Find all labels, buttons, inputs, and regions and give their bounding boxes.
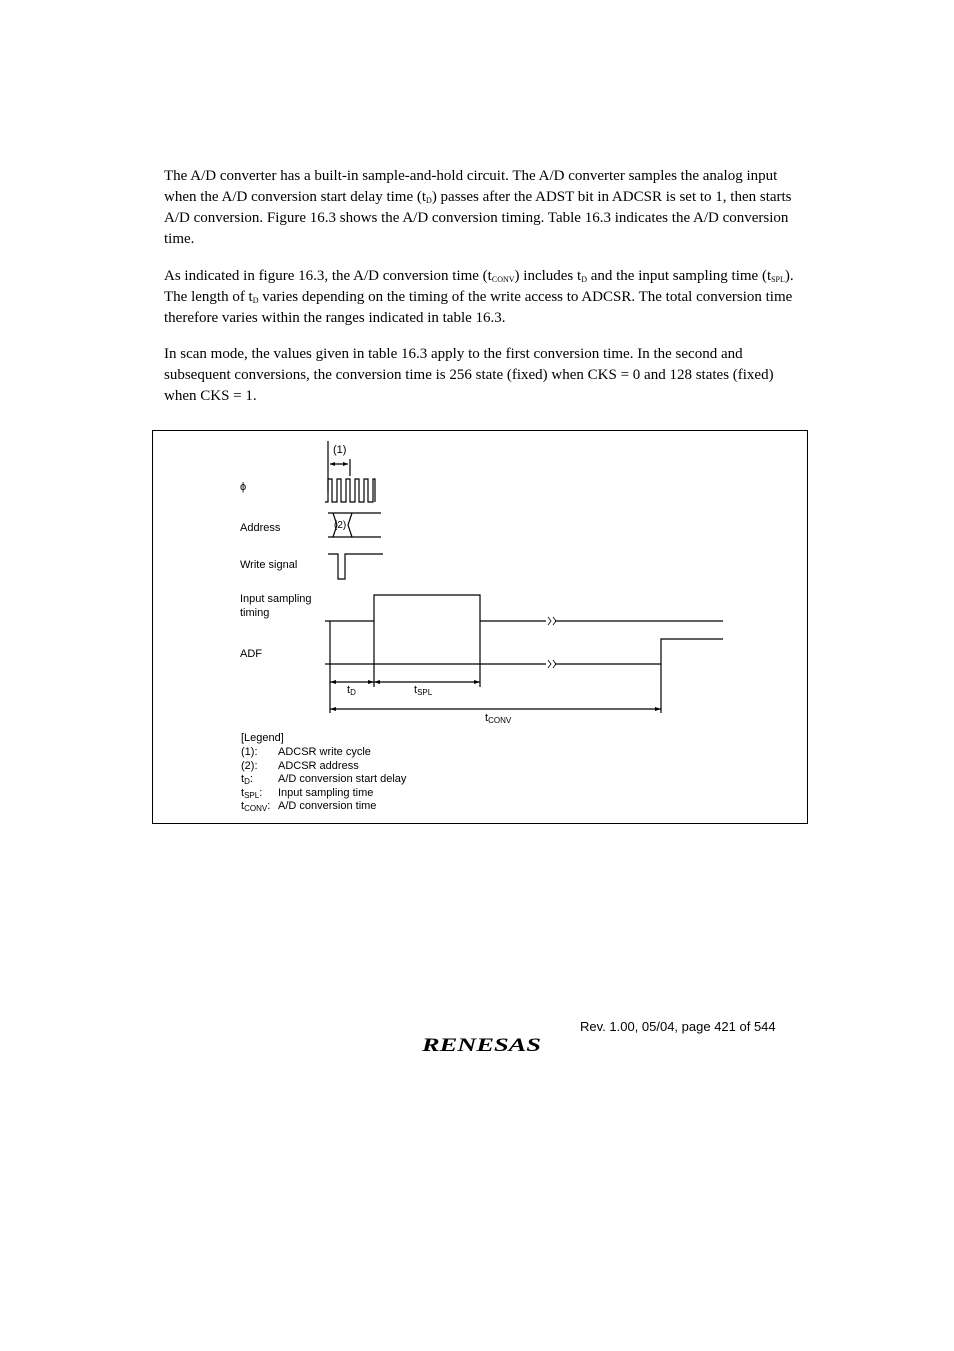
cycle-arrow-left xyxy=(330,462,335,466)
label-tspl: tSPL xyxy=(414,684,433,697)
tspl-arrow-right xyxy=(474,680,480,684)
page-footer-revision: Rev. 1.00, 05/04, page 421 of 544 xyxy=(580,1019,776,1034)
label-address: Address xyxy=(240,522,281,534)
mark-2: (2) xyxy=(334,520,347,531)
renesas-logo xyxy=(421,1033,543,1055)
renesas-logo-text: RENESAS xyxy=(421,1035,541,1055)
tconv-arrow-right xyxy=(655,707,661,711)
label-tconv: tCONV xyxy=(485,712,512,725)
paragraph-scan-mode: In scan mode, the values given in table 16.3 apply to the first conversion time. In the second and subsequent conversions, the conversion time is 256 state (fixed) when CKS = 0 and 128 states (fixed) when CKS = 1. xyxy=(164,346,774,404)
td-arrow-right xyxy=(368,680,374,684)
cycle-arrow-right xyxy=(343,462,348,466)
timing-diagram-figure xyxy=(152,430,808,824)
paragraph-sample-hold: The A/D converter has a built-in sample-and-hold circuit. The A/D converter samples the analog input when the A/D conversion start delay time $(t_D)$ passes after the ADST bit in ADCSR is set to 1, then starts A/D conversion. Figure 16.3 shows the A/D conversion timing. Table 16.3 indicates the A/D conversion time. xyxy=(164,168,792,247)
phi-waveform xyxy=(325,479,375,502)
label-td: tD xyxy=(347,684,356,697)
adf-waveform-tail xyxy=(555,639,723,664)
label-adf: ADF xyxy=(240,648,262,660)
sampling-waveform xyxy=(325,595,546,621)
legend-item: tCONV: A/D conversion time xyxy=(241,800,377,813)
td-arrow-left xyxy=(330,680,336,684)
label-input-sampling: Input sampling xyxy=(240,593,312,605)
label-phi: ϕ xyxy=(240,481,247,493)
adf-break xyxy=(548,660,556,668)
mark-1: (1) xyxy=(333,444,347,456)
legend-title: [Legend] xyxy=(241,732,284,744)
label-input-sampling-timing: timing xyxy=(240,607,270,619)
legend-item: tSPL: Input sampling time xyxy=(241,787,374,800)
legend-item: tD: A/D conversion start delay xyxy=(241,773,407,786)
address-right-edge xyxy=(348,513,381,537)
tspl-arrow-left xyxy=(374,680,380,684)
legend-item: (2): ADCSR address xyxy=(241,760,359,772)
label-write-signal: Write signal xyxy=(240,559,298,571)
paragraph-conversion-time: As indicated in figure 16.3, the A/D conversion time $(t_{CONV})$ includes $t_D$ and the input sampling time $(t_{SPL})$. The length of $t_D$ varies depending on the timing of the write access to ADCSR. The total conversion time therefore varies within the ranges indicated in table 16.3. xyxy=(164,268,794,326)
write-signal-waveform xyxy=(328,554,383,579)
tconv-arrow-left xyxy=(330,707,336,711)
legend-item: (1): ADCSR write cycle xyxy=(241,746,371,758)
sampling-break xyxy=(548,617,556,625)
